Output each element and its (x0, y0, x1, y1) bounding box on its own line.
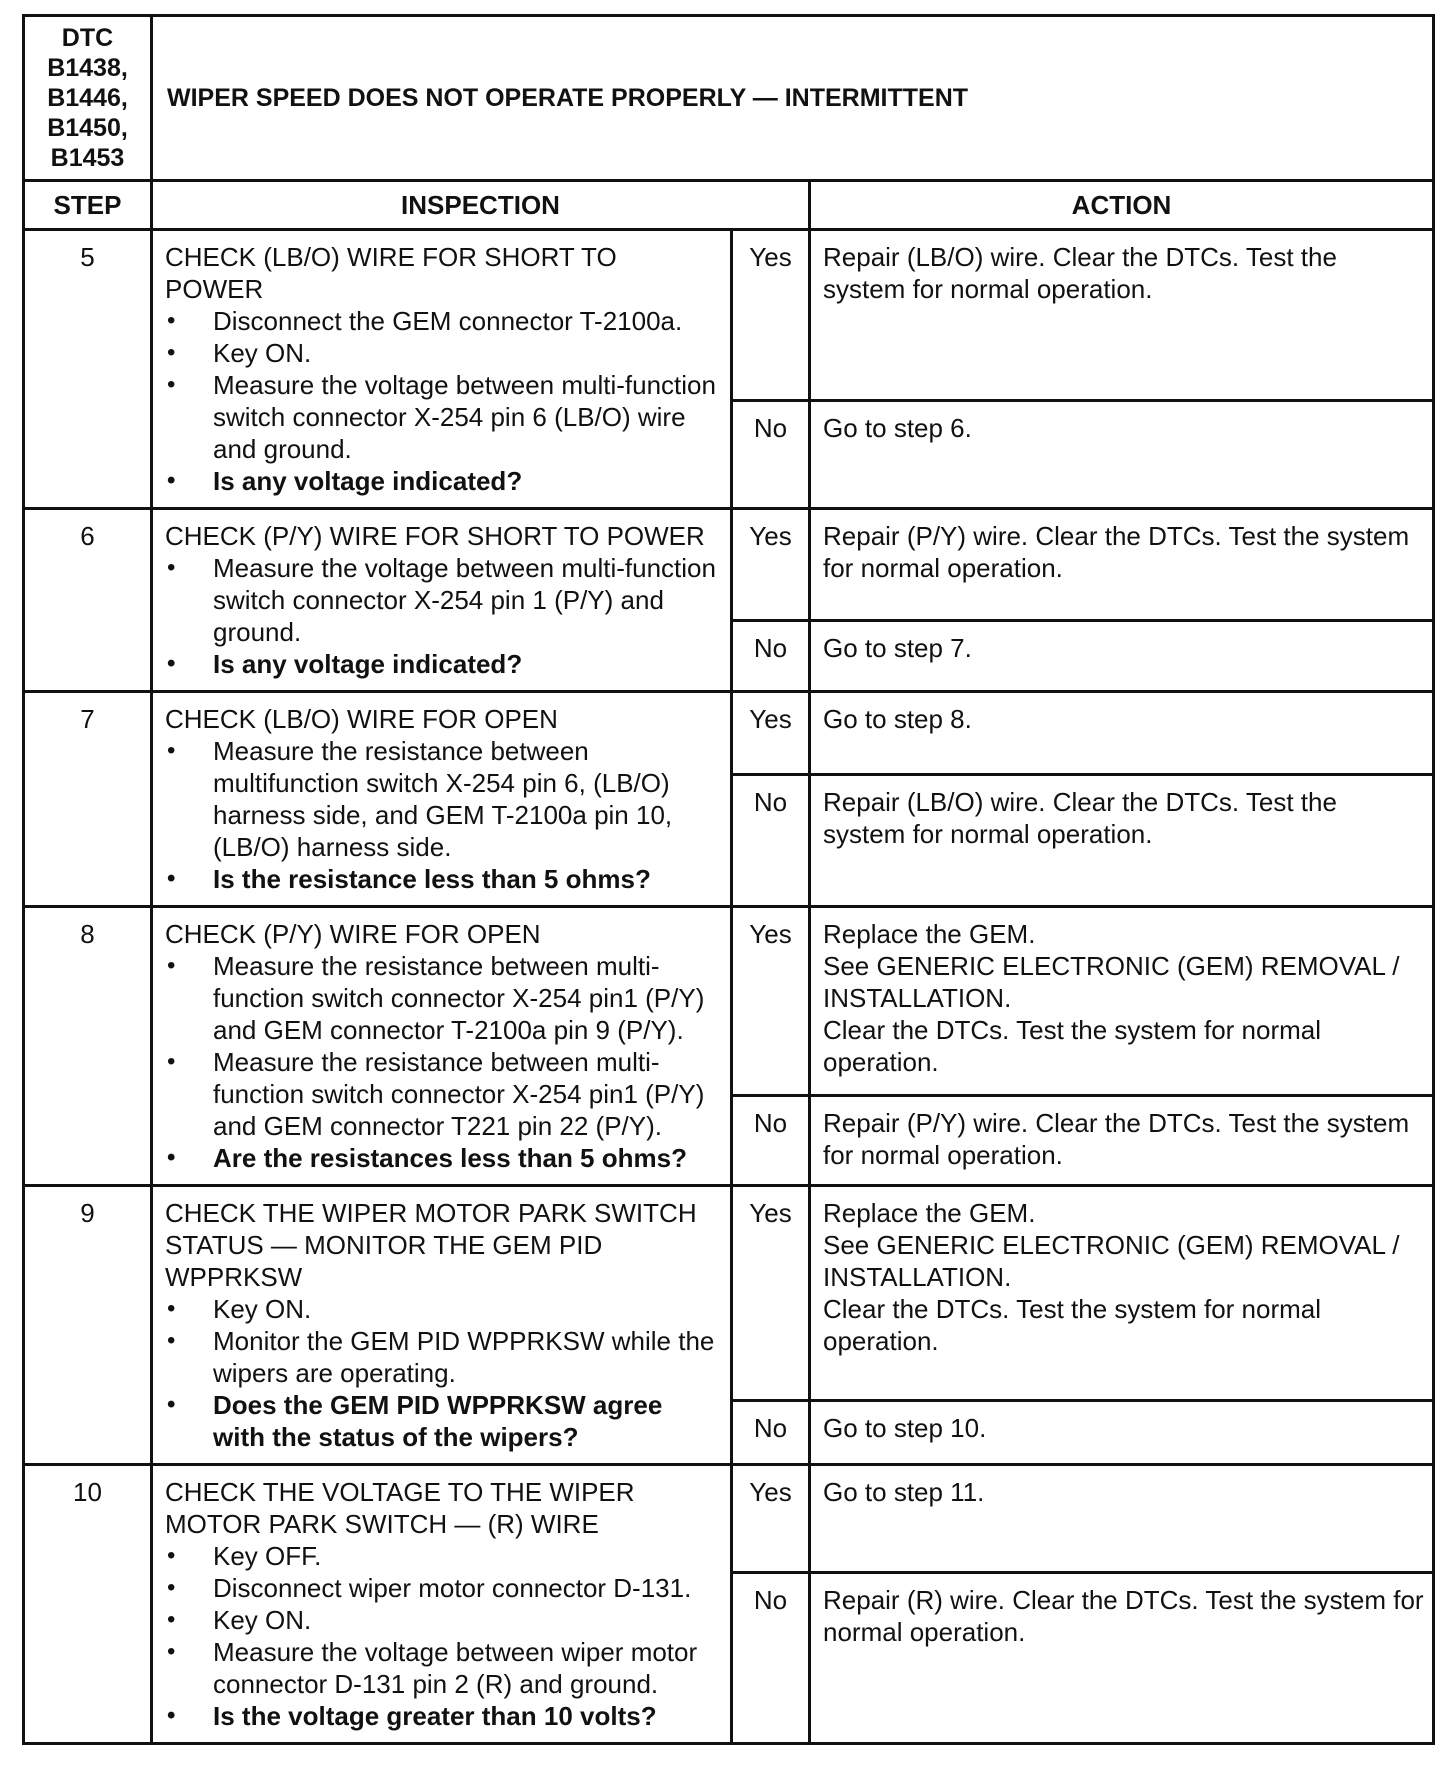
inspection-cell (152, 230, 732, 509)
inspection-steps (165, 1293, 718, 1453)
answer-no: No (732, 1400, 810, 1464)
inspection-question: • Is the resistance less than 5 ohms? (165, 863, 718, 895)
action-text: Repair (R) wire. Clear the DTCs. Test the system for normal operation. (823, 1585, 1424, 1648)
column-header-step: STEP (24, 181, 152, 230)
action-text: Go to step 10. (823, 1412, 987, 1443)
inspection-step: • Measure the resistance between multi-function switch connector X-254 pin1 (P/Y) and GEM connector T-2100a pin 9 (P/Y). (165, 950, 718, 1046)
header-row (24, 16, 1434, 181)
action-text: Go to step 6. (823, 412, 972, 443)
action-no (810, 400, 1434, 508)
dtc-codes (24, 16, 152, 181)
inspection-title: CHECK THE WIPER MOTOR PARK SWITCH STATUS — MONITOR THE GEM PID WPPRKSW (165, 1198, 697, 1292)
action-no (810, 775, 1434, 907)
answer-no: No (732, 775, 810, 907)
step-row-7 (24, 692, 1434, 775)
action-text: Clear the DTCs. Test the system for normal operation. (823, 1015, 1322, 1077)
action-yes (810, 509, 1434, 621)
inspection-title: CHECK THE VOLTAGE TO THE WIPER MOTOR PARK SWITCH — (R) WIRE (165, 1477, 635, 1539)
action-text: Repair (P/Y) wire. Clear the DTCs. Test the system for normal operation. (823, 1108, 1410, 1171)
step-number: 6 (24, 509, 152, 692)
page-title: WIPER SPEED DOES NOT OPERATE PROPERLY — INTERMITTENT (152, 16, 1434, 181)
action-text: Go to step 11. (823, 1477, 985, 1507)
action-yes (810, 230, 1434, 401)
inspection-steps (165, 735, 718, 895)
column-header-action: ACTION (810, 181, 1434, 230)
inspection-step: • Monitor the GEM PID WPPRKSW while the wipers are operating. (165, 1325, 718, 1389)
answer-no: No (732, 400, 810, 508)
step-number: 5 (24, 230, 152, 509)
action-text: See GENERIC ELECTRONIC (GEM) REMOVAL / INSTALLATION. (823, 951, 1400, 1013)
dtc-codes-line-2: B1450, B1453 (47, 114, 128, 172)
answer-yes: Yes (732, 1465, 810, 1573)
action-no (810, 621, 1434, 692)
inspection-step: • Measure the resistance between multi-function switch connector X-254 pin1 (P/Y) and GEM connector T221 pin 22 (P/Y). (165, 1046, 718, 1142)
column-header-inspection: INSPECTION (152, 181, 810, 230)
diagnostic-table (22, 14, 1435, 1745)
answer-no: No (732, 1573, 810, 1744)
inspection-title: CHECK (LB/O) WIRE FOR SHORT TO POWER (165, 242, 617, 304)
step-row-10 (24, 1465, 1434, 1573)
inspection-step: • Disconnect wiper motor connector D-131. (165, 1572, 718, 1604)
inspection-question: • Is any voltage indicated? (165, 465, 718, 497)
answer-yes: Yes (732, 1186, 810, 1401)
action-text: Replace the GEM. (823, 1198, 1036, 1228)
action-text: See GENERIC ELECTRONIC (GEM) REMOVAL / INSTALLATION. (823, 1230, 1400, 1292)
inspection-question: • Is any voltage indicated? (165, 648, 718, 680)
dtc-codes-line-1: DTC B1438, B1446, (47, 24, 128, 112)
inspection-step: • Measure the resistance between multifunction switch X-254 pin 6, (LB/O) harness side, and GEM T-2100a pin 10, (LB/O) harness side. (165, 735, 718, 863)
inspection-question: • Does the GEM PID WPPRKSW agree with the status of the wipers? (165, 1389, 718, 1453)
inspection-steps (165, 950, 718, 1174)
inspection-title: CHECK (P/Y) WIRE FOR OPEN (165, 919, 541, 949)
answer-yes: Yes (732, 907, 810, 1096)
inspection-steps (165, 552, 718, 680)
inspection-steps (165, 305, 718, 497)
inspection-cell (152, 907, 732, 1186)
answer-yes: Yes (732, 230, 810, 401)
answer-no: No (732, 1096, 810, 1186)
action-text: Go to step 8. (823, 704, 972, 734)
inspection-step: • Key OFF. (165, 1540, 718, 1572)
inspection-step: • Key ON. (165, 1604, 718, 1636)
inspection-step: • Key ON. (165, 1293, 718, 1325)
step-row-8 (24, 907, 1434, 1096)
action-yes (810, 1186, 1434, 1401)
action-text: Go to step 7. (823, 633, 972, 664)
diagnostic-document (22, 14, 1432, 1745)
inspection-step: • Disconnect the GEM connector T-2100a. (165, 305, 718, 337)
answer-no: No (732, 621, 810, 692)
column-header-row (24, 181, 1434, 230)
inspection-step: • Measure the voltage between multi-function switch connector X-254 pin 1 (P/Y) and ground. (165, 552, 718, 648)
action-no (810, 1096, 1434, 1186)
action-text: Repair (LB/O) wire. Clear the DTCs. Test the system for normal operation. (823, 787, 1337, 850)
inspection-cell (152, 509, 732, 692)
inspection-cell (152, 1186, 732, 1465)
step-number: 7 (24, 692, 152, 907)
action-yes (810, 1465, 1434, 1573)
step-number: 9 (24, 1186, 152, 1465)
inspection-question: • Are the resistances less than 5 ohms? (165, 1142, 718, 1174)
inspection-cell (152, 1465, 732, 1744)
action-text: Repair (LB/O) wire. Clear the DTCs. Test the system for normal operation. (823, 242, 1337, 304)
action-text: Repair (P/Y) wire. Clear the DTCs. Test the system for normal operation. (823, 521, 1410, 583)
action-yes (810, 692, 1434, 775)
answer-yes: Yes (732, 692, 810, 775)
action-yes (810, 907, 1434, 1096)
inspection-cell (152, 692, 732, 907)
step-row-6 (24, 509, 1434, 621)
action-no (810, 1400, 1434, 1464)
inspection-step: • Measure the voltage between multi-function switch connector X-254 pin 6 (LB/O) wire and ground. (165, 369, 718, 465)
inspection-step: • Measure the voltage between wiper motor connector D-131 pin 2 (R) and ground. (165, 1636, 718, 1700)
step-row-9 (24, 1186, 1434, 1401)
inspection-step: • Key ON. (165, 337, 718, 369)
step-number: 8 (24, 907, 152, 1186)
answer-yes: Yes (732, 509, 810, 621)
action-no (810, 1573, 1434, 1744)
step-number: 10 (24, 1465, 152, 1744)
inspection-title: CHECK (LB/O) WIRE FOR OPEN (165, 704, 558, 734)
action-text: Replace the GEM. (823, 919, 1036, 949)
action-text: Clear the DTCs. Test the system for normal operation. (823, 1294, 1322, 1356)
inspection-question: • Is the voltage greater than 10 volts? (165, 1700, 718, 1732)
step-row-5 (24, 230, 1434, 401)
inspection-title: CHECK (P/Y) WIRE FOR SHORT TO POWER (165, 521, 705, 551)
inspection-steps (165, 1540, 718, 1732)
